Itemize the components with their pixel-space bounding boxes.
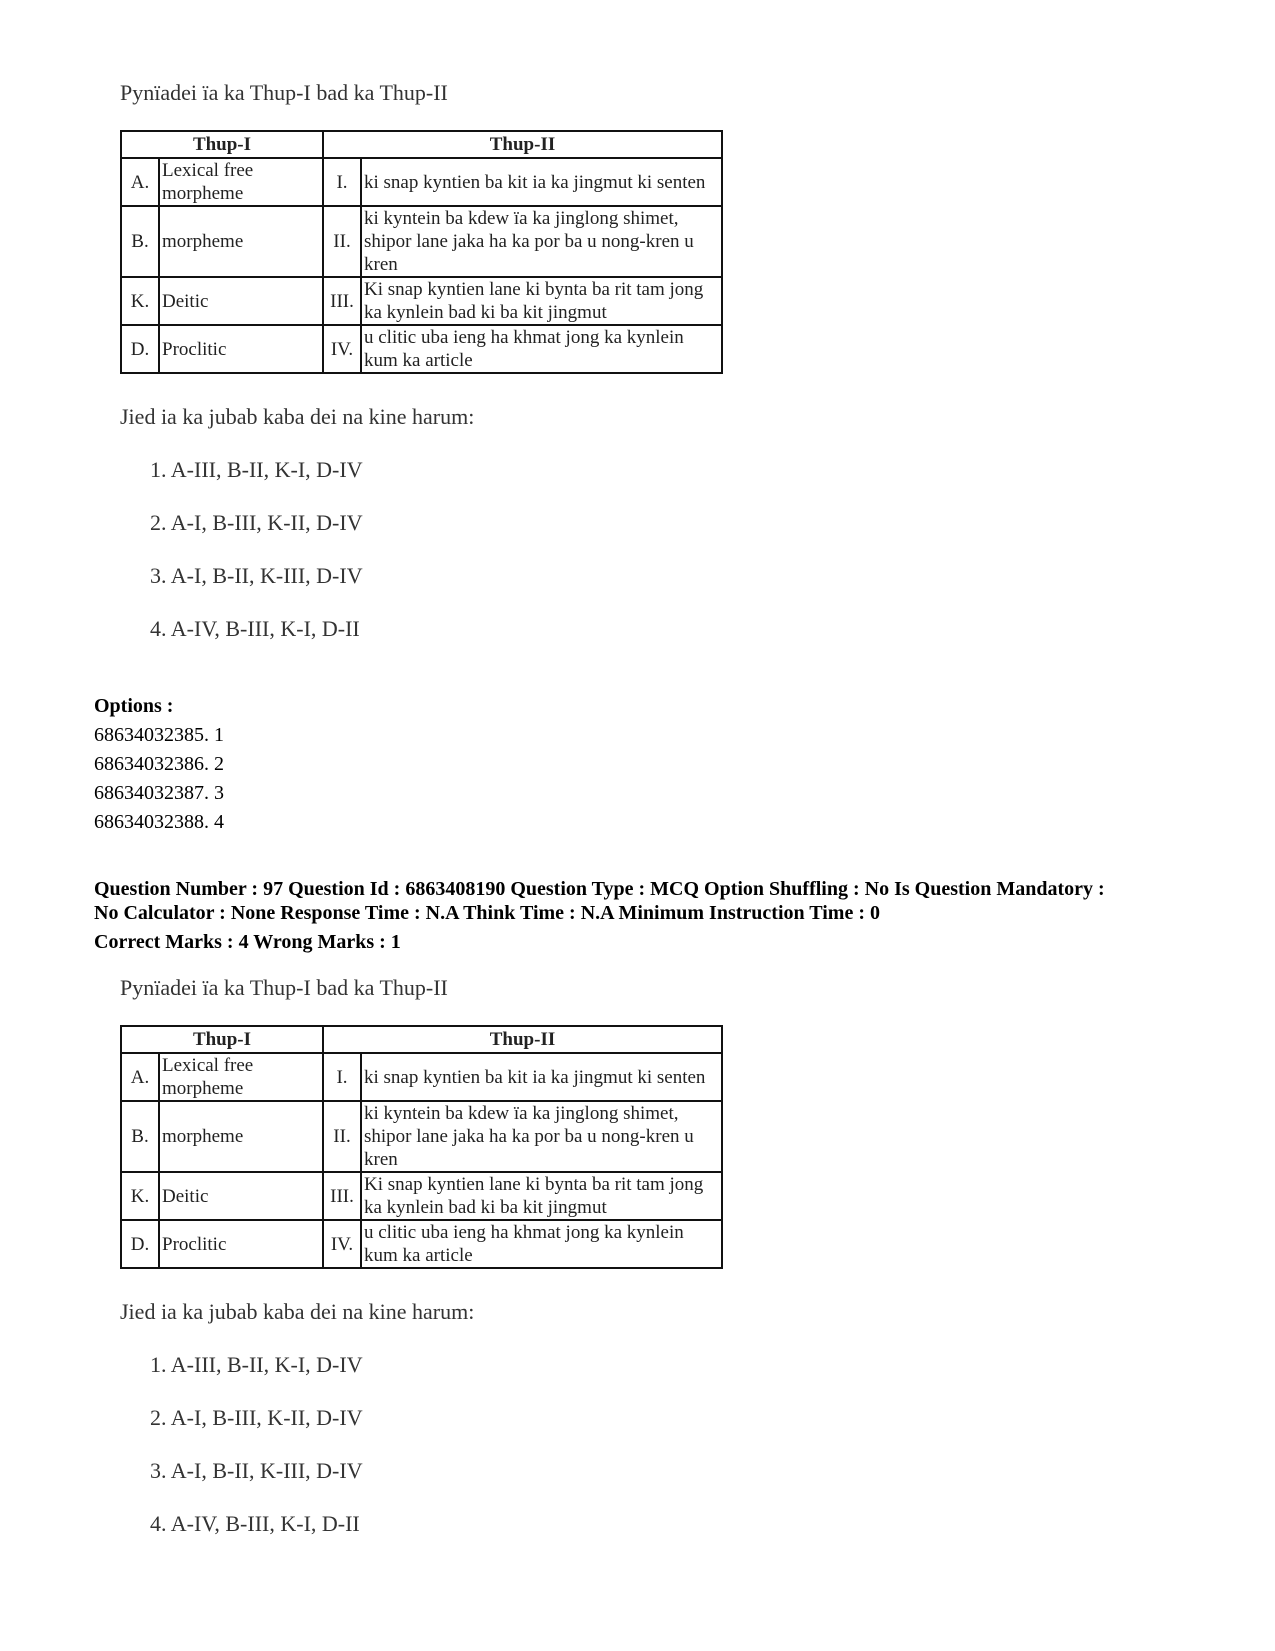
right-marker: III. xyxy=(323,277,361,325)
right-definition: u clitic uba ieng ha khmat jong ka kynlein kum ka article xyxy=(361,325,722,373)
left-term: Deitic xyxy=(159,1172,323,1220)
right-definition: u clitic uba ieng ha khmat jong ka kynlein kum ka article xyxy=(361,1220,722,1268)
table-row xyxy=(121,1101,722,1172)
choice-item: 2. A-I, B-III, K-II, D-IV xyxy=(150,1405,363,1430)
left-marker: A. xyxy=(121,1053,159,1101)
table-row xyxy=(121,277,722,325)
question-instruction: Pynïadei ïa ka Thup-I bad ka Thup-II xyxy=(120,80,448,105)
right-marker: III. xyxy=(323,1172,361,1220)
column-header-left: Thup-I xyxy=(121,131,323,158)
question-header xyxy=(94,877,1214,954)
choice-item: 3. A-I, B-II, K-III, D-IV xyxy=(150,563,363,588)
option-item: 68634032387. 3 xyxy=(94,782,224,804)
choice-item: 3. A-I, B-II, K-III, D-IV xyxy=(150,1458,363,1483)
right-definition: ki snap kyntien ba kit ia ka jingmut ki senten xyxy=(361,158,722,206)
table-header-row xyxy=(121,1026,722,1053)
left-term: morpheme xyxy=(159,1101,323,1172)
table-row xyxy=(121,206,722,277)
matching-table xyxy=(120,1025,723,1269)
options-section xyxy=(94,692,1214,837)
table-row xyxy=(121,1172,722,1220)
left-term: Proclitic xyxy=(159,1220,323,1268)
left-marker: A. xyxy=(121,158,159,206)
table-row xyxy=(121,1220,722,1268)
right-marker: II. xyxy=(323,1101,361,1172)
column-header-right: Thup-II xyxy=(323,131,722,158)
right-marker: II. xyxy=(323,206,361,277)
choice-list xyxy=(120,455,740,644)
left-term: Lexical free morpheme xyxy=(159,1053,323,1101)
right-definition: Ki snap kyntien lane ki bynta ba rit tam jong ka kynlein bad ki ba kit jingmut xyxy=(361,277,722,325)
answer-prompt: Jied ia ka jubab kaba dei na kine harum: xyxy=(120,1299,475,1324)
question-meta-line2: No Calculator : None Response Time : N.A Think Time : N.A Minimum Instruction Time : 0 xyxy=(94,902,880,924)
option-item: 68634032386. 2 xyxy=(94,753,224,775)
table-row xyxy=(121,1053,722,1101)
choice-item: 2. A-I, B-III, K-II, D-IV xyxy=(150,510,363,535)
left-marker: B. xyxy=(121,1101,159,1172)
option-item: 68634032388. 4 xyxy=(94,811,224,833)
right-marker: IV. xyxy=(323,1220,361,1268)
options-title: Options : xyxy=(94,695,174,717)
left-term: Proclitic xyxy=(159,325,323,373)
right-marker: IV. xyxy=(323,325,361,373)
right-definition: ki snap kyntien ba kit ia ka jingmut ki senten xyxy=(361,1053,722,1101)
choice-item: 4. A-IV, B-III, K-I, D-II xyxy=(150,616,360,641)
column-header-left: Thup-I xyxy=(121,1026,323,1053)
question-instruction: Pynïadei ïa ka Thup-I bad ka Thup-II xyxy=(120,975,448,1000)
table-row xyxy=(121,158,722,206)
right-definition: ki kyntein ba kdew ïa ka jinglong shimet, shipor lane jaka ha ka por ba u nong-kren u kren xyxy=(361,1101,722,1172)
option-item: 68634032385. 1 xyxy=(94,724,224,746)
right-definition: Ki snap kyntien lane ki bynta ba rit tam jong ka kynlein bad ki ba kit jingmut xyxy=(361,1172,722,1220)
question-block-bottom xyxy=(120,973,740,1539)
left-term: Lexical free morpheme xyxy=(159,158,323,206)
choice-item: 4. A-IV, B-III, K-I, D-II xyxy=(150,1511,360,1536)
question-block-top xyxy=(120,78,740,644)
answer-prompt: Jied ia ka jubab kaba dei na kine harum: xyxy=(120,404,475,429)
column-header-right: Thup-II xyxy=(323,1026,722,1053)
right-marker: I. xyxy=(323,158,361,206)
left-marker: B. xyxy=(121,206,159,277)
left-term: morpheme xyxy=(159,206,323,277)
choice-item: 1. A-III, B-II, K-I, D-IV xyxy=(150,457,363,482)
matching-table xyxy=(120,130,723,374)
left-marker: K. xyxy=(121,1172,159,1220)
choice-list xyxy=(120,1350,740,1539)
left-marker: K. xyxy=(121,277,159,325)
right-definition: ki kyntein ba kdew ïa ka jinglong shimet, shipor lane jaka ha ka por ba u nong-kren u kren xyxy=(361,206,722,277)
question-marks: Correct Marks : 4 Wrong Marks : 1 xyxy=(94,931,401,953)
left-marker: D. xyxy=(121,325,159,373)
table-row xyxy=(121,325,722,373)
left-term: Deitic xyxy=(159,277,323,325)
question-meta-line1: Question Number : 97 Question Id : 6863408190 Question Type : MCQ Option Shuffling : No Is Question Mandatory : xyxy=(94,878,1105,900)
right-marker: I. xyxy=(323,1053,361,1101)
choice-item: 1. A-III, B-II, K-I, D-IV xyxy=(150,1352,363,1377)
table-header-row xyxy=(121,131,722,158)
left-marker: D. xyxy=(121,1220,159,1268)
